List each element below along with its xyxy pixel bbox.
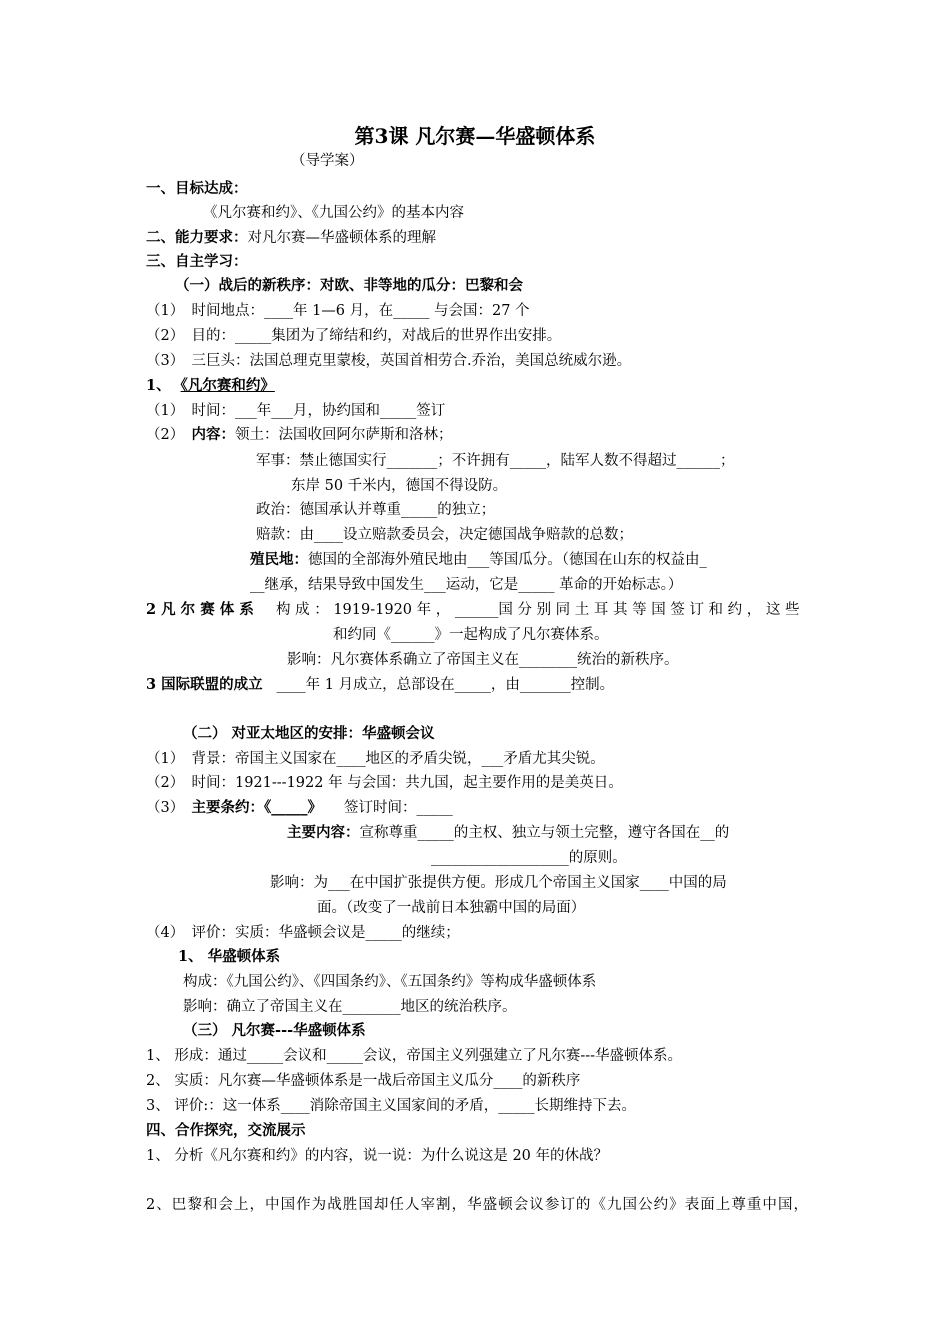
section-ability-content: 对凡尔赛—华盛顿体系的理解 [247, 230, 436, 246]
versailles-reparations: 赔款：由____设立赔款委员会，决定德国战争赔款的总数； [256, 527, 633, 543]
part-one-item-3: （3） 三巨头：法国总理克里蒙梭，英国首相劳合.乔治，美国总统威尔逊。 [146, 353, 632, 369]
versailles-system-heading: 2 凡 尔 赛 体 系 [146, 601, 254, 618]
part-three-item-3: 3、 评价:：这一体系____消除帝国主义国家间的矛盾，_____长期维持下去。 [146, 1098, 636, 1114]
league-content: ____年 1 月成立，总部设在_____，由_______控制。 [276, 677, 615, 693]
part-two-impact-2: 面。（改变了一战前日本独霸中国的局面） [317, 900, 586, 916]
part-one-heading: （一）战后的新秩序：对欧、非等地的瓜分：巴黎和会 [175, 277, 523, 294]
versailles-colonies-1 [250, 550, 707, 570]
part-two-treaty-label: 主要条约：《_____》 [191, 799, 322, 816]
versailles-military-2: 东岸 50 千米内，德国不得设防。 [291, 478, 508, 494]
part-two-main-content-2: ___________________的原则。 [431, 850, 627, 866]
part-two-treaty [146, 798, 453, 818]
part-two-main-content-text: 宣称尊重_____的主权、独立与领土完整，遵守各国在__的 [359, 825, 730, 841]
versailles-time: （1） 时间：___年___月，协约国和_____签订 [146, 403, 446, 419]
part-two-treaty-time: 签订时间：_____ [343, 800, 453, 816]
part-two-heading: （二） 对亚太地区的安排：华盛顿会议 [183, 725, 435, 742]
part-three-item-2: 2、 实质：凡尔赛—华盛顿体系是一战后帝国主义瓜分____的新秩序 [146, 1073, 581, 1089]
league-line [146, 675, 614, 695]
versailles-content-prefix: （2） [146, 427, 192, 443]
cooperation-question-2: 2、巴黎和会上，中国作为战胜国却任人宰割，华盛顿会议参订的《九国公约》表面上尊重中国， [146, 1197, 808, 1213]
washington-system-heading: 1、 华盛顿体系 [178, 948, 281, 965]
part-two-evaluation: （4） 评价：实质：华盛顿会议是_____的继续； [146, 925, 460, 941]
part-three-heading: （三） 凡尔赛---华盛顿体系 [183, 1022, 366, 1039]
page-subtitle: （导学案） [291, 153, 364, 169]
section-ability [146, 228, 436, 248]
versailles-colonies-text: 德国的全部海外殖民地由___等国瓜分。（德国在山东的权益由_ [308, 552, 707, 568]
section-goals-heading: 一、目标达成： [146, 180, 248, 197]
part-one-item-1: （1） 时间地点：____年 1—6 月，在_____ 与会国：27 个 [146, 303, 530, 319]
part-two-impact-1: 影响：为___在中国扩张提供方便。形成几个帝国主义国家____中国的局 [270, 875, 727, 891]
league-heading: 3 国际联盟的成立 [146, 676, 263, 693]
versailles-territory: 领土：法国收回阿尔萨斯和洛林； [234, 427, 453, 443]
versailles-content-label: 内容： [191, 426, 235, 443]
part-two-time: （2） 时间：1921---1922 年 与会国：共九国，起主要作用的是美英日。 [146, 775, 623, 791]
versailles-system-composition-2: 和约同《______》一起构成了凡尔赛体系。 [333, 627, 609, 643]
versailles-military-1: 军事：禁止德国实行_______；不许拥有_____，陆军人数不得超过______； [256, 453, 735, 469]
versailles-title: 《凡尔赛和约》 [180, 377, 275, 394]
part-two-main-content-1 [287, 823, 729, 843]
versailles-colonies-2: __继承，结果导致中国发生___运动，它是_____ 革命的开始标志。） [250, 577, 683, 593]
section-cooperation-heading: 四、合作探究，交流展示 [146, 1122, 306, 1139]
section-ability-heading: 二、能力要求： [146, 229, 248, 246]
section-goals-content: 《凡尔赛和约》、《九国公约》的基本内容 [203, 205, 464, 221]
washington-system-composition: 构成：《九国公约》、《四国条约》、《五国条约》等构成华盛顿体系 [183, 974, 597, 990]
versailles-heading [146, 376, 275, 396]
versailles-content [146, 425, 452, 445]
versailles-system-composition-1: 构 成 ： 1919-1920 年 ， ______国 分 别 同 土 耳 其 等 国 签 订 和 约 ， 这 些 [276, 602, 800, 618]
versailles-colonies-label: 殖民地： [250, 551, 308, 568]
part-two-background: （1） 背景：帝国主义国家在____地区的矛盾尖锐，___矛盾尤其尖锐。 [146, 751, 605, 767]
cooperation-question-1: 1、 分析《凡尔赛和约》的内容，说一说：为什么说这是 20 年的休战？ [146, 1148, 609, 1164]
section-self-study-heading: 三、自主学习： [146, 253, 248, 270]
part-three-item-1: 1、 形成：通过_____会议和_____会议，帝国主义列强建立了凡尔赛---华盛顿体系。 [146, 1048, 683, 1064]
part-two-treaty-prefix: （3） [146, 800, 192, 816]
part-two-main-content-label: 主要内容： [287, 824, 360, 841]
washington-system-impact: 影响：确立了帝国主义在________地区的统治秩序。 [183, 999, 517, 1015]
versailles-system-impact: 影响：凡尔赛体系确立了帝国主义在________统治的新秩序。 [287, 652, 679, 668]
versailles-politics: 政治：德国承认并尊重_____的独立； [256, 502, 496, 518]
page-title: 第3课 凡尔赛—华盛顿体系 [354, 124, 596, 148]
versailles-number: 1、 [146, 377, 171, 394]
part-one-item-2: （2） 目的：_____集团为了缔结和约，对战后的世界作出安排。 [146, 328, 562, 344]
